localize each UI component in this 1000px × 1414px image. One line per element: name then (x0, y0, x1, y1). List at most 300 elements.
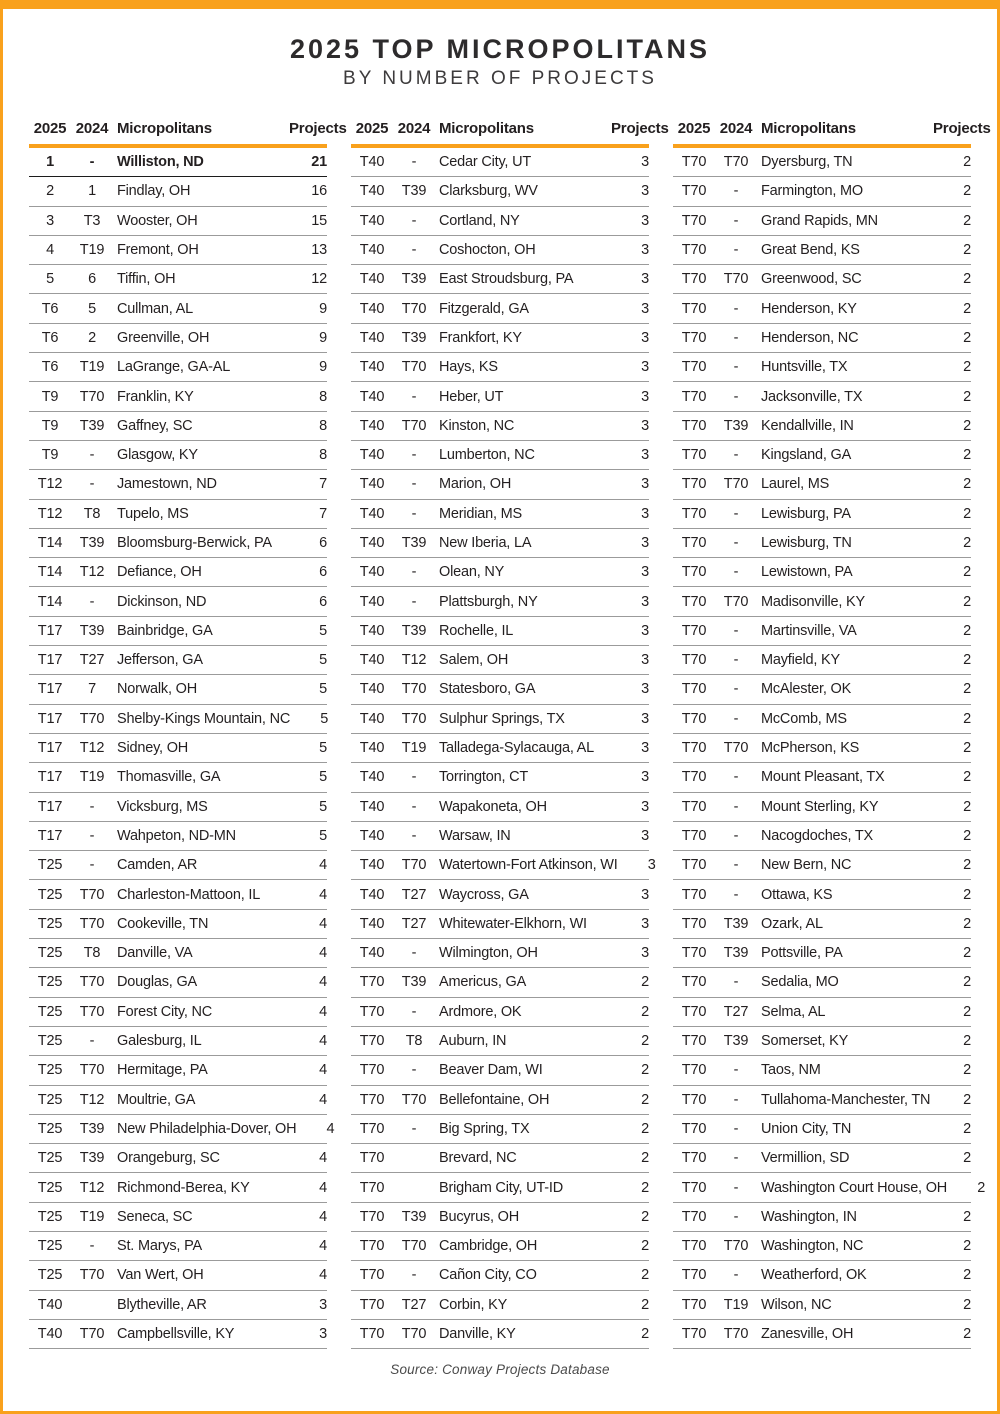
rank-2025-cell: T70 (359, 1033, 385, 1050)
table-row (673, 587, 971, 616)
rank-2024-cell: - (733, 886, 739, 903)
rank-2025-cell: T70 (359, 1120, 385, 1137)
rank-2025-cell: 2 (46, 183, 54, 200)
micropolitan-name-cell: Galesburg, IL (117, 1033, 202, 1050)
micropolitan-name-cell: Bloomsburg-Berwick, PA (117, 535, 272, 551)
micropolitan-name-cell: Lumberton, NC (439, 447, 535, 464)
projects-count-cell: 3 (641, 329, 649, 346)
table-row (29, 1056, 327, 1085)
projects-count-cell: 3 (319, 1296, 327, 1313)
table-row (351, 646, 649, 675)
rank-2025-cell: T25 (37, 1033, 63, 1050)
rank-2025-cell: T70 (681, 1326, 707, 1343)
projects-count-cell: 2 (641, 974, 649, 991)
header-projects: Projects (289, 120, 347, 137)
rank-2024-cell: T8 (405, 1033, 423, 1050)
rank-2025-cell: T70 (681, 857, 707, 874)
rank-2025-cell: T70 (359, 1296, 385, 1313)
rank-2025-cell: T40 (359, 417, 385, 434)
rank-2024-cell: T70 (79, 915, 105, 932)
micropolitan-name-cell: New Iberia, LA (439, 535, 532, 551)
projects-count-cell: 4 (326, 1120, 335, 1137)
rank-2024-cell: T12 (79, 740, 105, 757)
table-column-1 (29, 120, 347, 1349)
table-row (351, 500, 649, 529)
rank-2025-cell: T40 (359, 476, 385, 493)
rank-2024-cell: - (411, 1062, 417, 1079)
micropolitan-name-cell: Campbellsville, KY (117, 1326, 235, 1343)
rank-2025-cell: T70 (681, 300, 707, 317)
table-row (351, 705, 649, 734)
projects-count-cell: 2 (963, 1296, 971, 1313)
projects-count-cell: 3 (641, 359, 649, 376)
table-row (673, 148, 971, 177)
projects-count-cell: 2 (963, 1150, 971, 1167)
table-row (29, 236, 327, 265)
rank-2025-cell: T70 (681, 1033, 707, 1050)
rank-2024-cell: T70 (79, 1003, 105, 1020)
micropolitan-name-cell: Tiffin, OH (117, 271, 176, 288)
table-row (351, 382, 649, 411)
micropolitan-name-cell: Nacogdoches, TX (761, 827, 873, 844)
micropolitan-name-cell: Cedar City, UT (439, 154, 532, 171)
rank-2024-cell: T70 (79, 710, 105, 727)
table-row (351, 1086, 649, 1115)
rank-2024-cell: T70 (79, 974, 105, 991)
projects-count-cell: 3 (641, 212, 649, 229)
micropolitan-name-cell: Clarksburg, WV (439, 183, 538, 200)
rank-2025-cell: T70 (359, 1003, 385, 1020)
projects-count-cell: 3 (641, 681, 649, 698)
table-row (673, 207, 971, 236)
rank-2025-cell: T70 (681, 417, 707, 434)
rank-2024-cell: - (89, 1033, 95, 1050)
table-row (351, 675, 649, 704)
table-row (29, 998, 327, 1027)
projects-count-cell: 5 (319, 652, 327, 669)
rank-2025-cell: T70 (681, 886, 707, 903)
micropolitan-name-cell: Madisonville, KY (761, 593, 865, 610)
micropolitan-name-cell: Franklin, KY (117, 388, 194, 405)
rank-2025-cell: T12 (37, 476, 63, 493)
rank-2025-cell: 1 (46, 154, 54, 171)
projects-count-cell: 4 (319, 1238, 327, 1255)
projects-count-cell: 2 (963, 417, 971, 434)
rank-2024-cell: T27 (79, 652, 105, 669)
table-row (29, 675, 327, 704)
micropolitan-name-cell: Big Spring, TX (439, 1120, 530, 1137)
table-row (673, 968, 971, 997)
table-row (673, 851, 971, 880)
table-row (673, 236, 971, 265)
table-row (673, 617, 971, 646)
rank-2024-cell: T12 (79, 1091, 105, 1108)
rank-2025-cell: T14 (37, 564, 63, 581)
rank-2024-cell: T39 (723, 915, 749, 932)
rank-2025-cell: T70 (681, 622, 707, 639)
projects-count-cell: 4 (319, 1062, 327, 1079)
micropolitan-name-cell: Grand Rapids, MN (761, 212, 878, 229)
micropolitan-name-cell: Cañon City, CO (439, 1267, 537, 1284)
rank-2025-cell: T17 (37, 769, 63, 786)
micropolitan-name-cell: St. Marys, PA (117, 1238, 202, 1255)
projects-count-cell: 2 (963, 710, 971, 727)
table-row (351, 412, 649, 441)
rank-2025-cell: T70 (681, 447, 707, 464)
rank-2024-cell: - (733, 1179, 739, 1196)
rank-2024-cell: T70 (79, 886, 105, 903)
micropolitan-name-cell: Cambridge, OH (439, 1238, 538, 1255)
projects-count-cell: 2 (963, 1208, 971, 1225)
micropolitan-name-cell: Lewisburg, PA (761, 505, 851, 522)
rank-2024-cell: T70 (79, 1326, 105, 1343)
table-row (351, 763, 649, 792)
rank-2024-cell: T70 (401, 1238, 427, 1255)
rank-2024-cell: - (411, 1003, 417, 1020)
rank-2024-cell: 6 (88, 271, 96, 288)
rank-2024-cell: - (733, 564, 739, 581)
micropolitan-name-cell: Bainbridge, GA (117, 622, 213, 639)
micropolitan-name-cell: Laurel, MS (761, 476, 830, 493)
projects-count-cell: 2 (963, 652, 971, 669)
projects-count-cell: 2 (641, 1120, 649, 1137)
table-row (29, 1261, 327, 1290)
projects-count-cell: 3 (641, 271, 649, 288)
rank-2025-cell: T70 (681, 154, 707, 171)
rank-2025-cell: T25 (37, 1238, 63, 1255)
rank-2024-cell: T70 (723, 1238, 749, 1255)
projects-count-cell: 3 (641, 388, 649, 405)
rank-2025-cell: T6 (41, 300, 59, 317)
rank-2025-cell: T70 (681, 476, 707, 493)
table-row (351, 1261, 649, 1290)
projects-count-cell: 2 (963, 359, 971, 376)
rank-2024-cell: - (411, 154, 417, 171)
projects-count-cell: 2 (963, 212, 971, 229)
micropolitan-name-cell: Jamestown, ND (117, 476, 217, 493)
micropolitan-name-cell: Salem, OH (439, 652, 509, 669)
projects-count-cell: 4 (319, 1091, 327, 1108)
table-row (673, 1115, 971, 1144)
projects-count-cell: 9 (319, 329, 327, 346)
micropolitan-name-cell: Henderson, NC (761, 329, 859, 346)
table-row (673, 646, 971, 675)
table-row (29, 822, 327, 851)
micropolitan-name-cell: Mount Sterling, KY (761, 798, 879, 815)
micropolitan-name-cell: Williston, ND (117, 154, 204, 171)
column-rows (29, 148, 335, 1349)
rank-2025-cell: T40 (359, 710, 385, 727)
rank-2024-cell: - (411, 212, 417, 229)
micropolitan-name-cell: Blytheville, AR (117, 1296, 207, 1313)
table-row (29, 294, 327, 323)
projects-count-cell: 2 (963, 505, 971, 522)
table-row (351, 353, 649, 382)
table-row (351, 822, 649, 851)
rank-2024-cell: - (89, 447, 95, 464)
rank-2024-cell: - (733, 1120, 739, 1137)
table-row (351, 880, 649, 909)
table-row (29, 1173, 327, 1202)
rank-2025-cell: T40 (359, 622, 385, 639)
projects-count-cell: 21 (311, 154, 327, 171)
rank-2024-cell: - (89, 827, 95, 844)
micropolitan-name-cell: Norwalk, OH (117, 681, 197, 698)
table-row (673, 1203, 971, 1232)
table-row (351, 148, 649, 177)
rank-2024-cell: - (411, 505, 417, 522)
rank-2025-cell: T70 (681, 271, 707, 288)
rank-2025-cell: T70 (681, 329, 707, 346)
rank-2024-cell: T70 (723, 271, 749, 288)
rank-2025-cell: T17 (37, 740, 63, 757)
rank-2024-cell: - (733, 183, 739, 200)
rank-2024-cell: - (733, 769, 739, 786)
rank-2024-cell: T70 (401, 359, 427, 376)
rank-2024-cell: T27 (401, 886, 427, 903)
micropolitan-name-cell: Waycross, GA (439, 886, 529, 903)
table-row (673, 558, 971, 587)
micropolitan-name-cell: Selma, AL (761, 1003, 826, 1020)
table-row (351, 1027, 649, 1056)
rank-2024-cell: T70 (723, 476, 749, 493)
rank-2025-cell: T40 (359, 593, 385, 610)
projects-count-cell: 5 (319, 798, 327, 815)
rank-2025-cell: T40 (37, 1296, 63, 1313)
rank-2024-cell: - (411, 564, 417, 581)
rank-2025-cell: T40 (359, 652, 385, 669)
table-row (673, 763, 971, 792)
micropolitan-name-cell: McComb, MS (761, 710, 847, 727)
projects-count-cell: 15 (311, 212, 327, 229)
rank-2025-cell: T40 (359, 769, 385, 786)
rank-2024-cell: 2 (88, 329, 96, 346)
micropolitan-name-cell: Sulphur Springs, TX (439, 710, 565, 727)
header-micropolitans: Micropolitans (117, 120, 212, 137)
projects-count-cell: 2 (963, 915, 971, 932)
rank-2025-cell: T70 (359, 1208, 385, 1225)
projects-count-cell: 4 (319, 1179, 327, 1196)
rank-2025-cell: T17 (37, 710, 63, 727)
table-column-3 (673, 120, 991, 1349)
rank-2025-cell: T70 (681, 1120, 707, 1137)
projects-count-cell: 2 (963, 945, 971, 962)
rank-2025-cell: T17 (37, 681, 63, 698)
table-row (29, 529, 327, 558)
projects-count-cell: 8 (319, 388, 327, 405)
rank-2024-cell: T39 (79, 535, 105, 551)
projects-count-cell: 2 (641, 1003, 649, 1020)
micropolitan-name-cell: Zanesville, OH (761, 1326, 854, 1343)
rank-2025-cell: T40 (37, 1326, 63, 1343)
rank-2025-cell: T70 (681, 1179, 707, 1196)
rank-2024-cell: T19 (79, 769, 105, 786)
micropolitan-name-cell: Weatherford, OK (761, 1267, 867, 1284)
rank-2025-cell: T70 (359, 1179, 385, 1196)
projects-count-cell: 7 (319, 476, 327, 493)
projects-count-cell: 2 (977, 1179, 986, 1196)
micropolitan-name-cell: Wooster, OH (117, 212, 198, 229)
table-row (673, 705, 971, 734)
rank-2024-cell: - (89, 857, 95, 874)
rank-2024-cell: - (733, 447, 739, 464)
rank-2025-cell: T17 (37, 652, 63, 669)
rank-2025-cell: T70 (681, 1062, 707, 1079)
table-row (29, 646, 327, 675)
projects-count-cell: 3 (641, 769, 649, 786)
projects-count-cell: 2 (963, 476, 971, 493)
table-row (351, 793, 649, 822)
micropolitan-name-cell: Bucyrus, OH (439, 1208, 519, 1225)
rank-2024-cell: - (733, 359, 739, 376)
rank-2025-cell: T14 (37, 535, 63, 551)
projects-count-cell: 3 (641, 652, 649, 669)
rank-2024-cell: T70 (79, 1062, 105, 1079)
rank-2025-cell: T70 (681, 769, 707, 786)
rank-2024-cell: T12 (79, 564, 105, 581)
micropolitan-name-cell: Findlay, OH (117, 183, 191, 200)
table-row (673, 1056, 971, 1085)
rank-2024-cell: - (733, 242, 739, 259)
rank-2025-cell: T12 (37, 505, 63, 522)
micropolitan-name-cell: Sedalia, MO (761, 974, 839, 991)
micropolitan-name-cell: Lewistown, PA (761, 564, 853, 581)
table-row (29, 617, 327, 646)
rank-2024-cell: T70 (401, 681, 427, 698)
table-row (673, 793, 971, 822)
table-row (29, 939, 327, 968)
rank-2024-cell: T70 (401, 417, 427, 434)
rank-2025-cell: T40 (359, 564, 385, 581)
micropolitan-name-cell: Washington, NC (761, 1238, 864, 1255)
rank-2025-cell: T25 (37, 1208, 63, 1225)
header-rank-2025: 2025 (355, 120, 389, 137)
table-row (351, 1203, 649, 1232)
micropolitan-name-cell: McPherson, KS (761, 740, 860, 757)
rank-2024-cell: - (411, 827, 417, 844)
rank-2024-cell: T70 (401, 300, 427, 317)
rank-2025-cell: T70 (681, 740, 707, 757)
rank-2024-cell: T39 (79, 417, 105, 434)
rank-2024-cell: - (411, 1120, 417, 1137)
projects-count-cell: 2 (641, 1267, 649, 1284)
table-row (29, 558, 327, 587)
table-row (673, 1086, 971, 1115)
rank-2024-cell: T19 (79, 1208, 105, 1225)
rank-2024-cell: T70 (723, 593, 749, 610)
table-row (673, 822, 971, 851)
table-row (351, 441, 649, 470)
rank-2025-cell: T25 (37, 857, 63, 874)
projects-count-cell: 5 (319, 681, 327, 698)
rank-2024-cell: T70 (79, 388, 105, 405)
micropolitan-name-cell: Pottsville, PA (761, 945, 843, 962)
rank-2025-cell: T40 (359, 945, 385, 962)
projects-count-cell: 2 (963, 329, 971, 346)
rank-2024-cell: - (89, 593, 95, 610)
rank-2024-cell: - (733, 535, 739, 551)
projects-count-cell: 2 (963, 271, 971, 288)
micropolitan-name-cell: Cortland, NY (439, 212, 520, 229)
micropolitan-name-cell: LaGrange, GA-AL (117, 359, 231, 376)
micropolitan-name-cell: Defiance, OH (117, 564, 202, 581)
rank-2025-cell: T70 (681, 1208, 707, 1225)
rank-2024-cell: - (89, 476, 95, 493)
micropolitan-name-cell: Plattsburgh, NY (439, 593, 538, 610)
projects-count-cell: 8 (319, 417, 327, 434)
rank-2024-cell: - (733, 1091, 739, 1108)
rank-2025-cell: T70 (359, 974, 385, 991)
rank-2025-cell: T17 (37, 798, 63, 815)
table-row (673, 500, 971, 529)
micropolitan-name-cell: Lewisburg, TN (761, 535, 852, 551)
micropolitan-name-cell: Kinston, NC (439, 417, 515, 434)
projects-count-cell: 3 (641, 798, 649, 815)
rank-2024-cell: 1 (88, 183, 96, 200)
projects-count-cell: 3 (641, 827, 649, 844)
table-row (29, 353, 327, 382)
projects-count-cell: 3 (641, 300, 649, 317)
table-row (351, 177, 649, 206)
rank-2025-cell: T70 (681, 710, 707, 727)
rank-2024-cell: T39 (401, 622, 427, 639)
rank-2025-cell: T70 (359, 1326, 385, 1343)
table-row (351, 1291, 649, 1320)
projects-count-cell: 4 (319, 1208, 327, 1225)
projects-count-cell: 2 (641, 1033, 649, 1050)
rank-2025-cell: T17 (37, 622, 63, 639)
rank-2025-cell: T70 (359, 1238, 385, 1255)
micropolitan-name-cell: Talladega-Sylacauga, AL (439, 740, 595, 757)
micropolitan-name-cell: Brigham City, UT-ID (439, 1179, 564, 1196)
rank-2024-cell: T19 (79, 242, 105, 259)
micropolitan-name-cell: Thomasville, GA (117, 769, 221, 786)
rank-2025-cell: T70 (681, 593, 707, 610)
rank-2024-cell: - (733, 622, 739, 639)
projects-count-cell: 2 (963, 1238, 971, 1255)
projects-count-cell: 2 (641, 1179, 649, 1196)
table-row (29, 1291, 327, 1320)
rank-2025-cell: T70 (681, 564, 707, 581)
rank-2025-cell: T40 (359, 857, 385, 874)
projects-count-cell: 3 (641, 242, 649, 259)
micropolitan-name-cell: Fremont, OH (117, 242, 199, 259)
column-header-row (351, 120, 669, 144)
rank-2025-cell: T70 (681, 945, 707, 962)
rank-2024-cell: T70 (723, 1326, 749, 1343)
micropolitan-name-cell: Charleston-Mattoon, IL (117, 886, 261, 903)
table-row (29, 705, 327, 734)
rank-2025-cell: T40 (359, 915, 385, 932)
micropolitan-name-cell: Greenwood, SC (761, 271, 862, 288)
micropolitan-name-cell: Auburn, IN (439, 1033, 507, 1050)
rank-2024-cell: T39 (401, 271, 427, 288)
rank-2024-cell: T19 (401, 740, 427, 757)
projects-count-cell: 9 (319, 359, 327, 376)
micropolitan-name-cell: Dickinson, ND (117, 593, 207, 610)
micropolitan-name-cell: Marion, OH (439, 476, 512, 493)
rank-2025-cell: T70 (681, 1091, 707, 1108)
micropolitan-name-cell: Ardmore, OK (439, 1003, 522, 1020)
rank-2025-cell: T70 (681, 1238, 707, 1255)
rank-2024-cell: - (733, 652, 739, 669)
micropolitan-name-cell: Glasgow, KY (117, 447, 198, 464)
rank-2025-cell: T40 (359, 447, 385, 464)
rank-2024-cell: - (733, 388, 739, 405)
table-row (351, 236, 649, 265)
micropolitan-name-cell: Kingsland, GA (761, 447, 852, 464)
rank-2025-cell: T25 (37, 1062, 63, 1079)
